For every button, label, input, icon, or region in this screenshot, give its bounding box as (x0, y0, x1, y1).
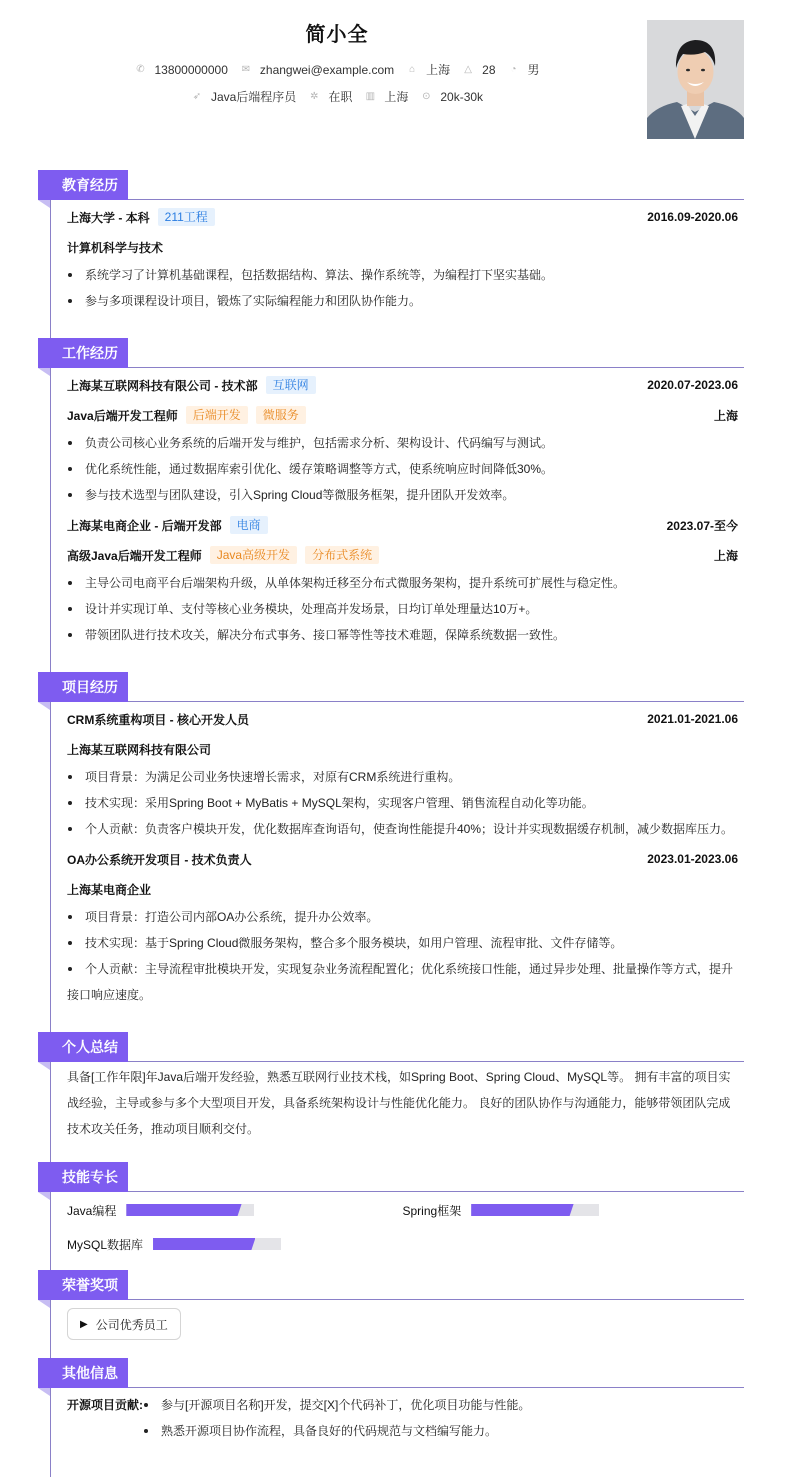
skill-tag: 分布式系统 (305, 546, 379, 564)
section-summary (38, 1032, 744, 1142)
skill-name: Spring框架 (402, 1203, 462, 1218)
section-other (38, 1358, 744, 1444)
award-item (67, 1308, 181, 1340)
section-header (38, 338, 744, 368)
project-entry-header (67, 704, 738, 734)
work-date: 2020.07-2023.06 (647, 378, 738, 392)
project-name: CRM系统重构项目 - 核心开发人员 (67, 712, 249, 727)
contact-email (240, 63, 394, 77)
work-location: 上海 (713, 548, 738, 563)
work-date: 2023.07-至今 (666, 518, 738, 533)
work-entry-header (67, 370, 738, 400)
job-city-value: 上海 (384, 90, 409, 104)
contact-row (0, 61, 674, 78)
list-item: 技术实现：基于Spring Cloud微服务架构，整合多个服务模块，如用户管理、流程审批、文件存储等。 (67, 930, 738, 956)
open-source-row (67, 1392, 738, 1444)
section-header (38, 170, 744, 200)
project-entry-header (67, 844, 738, 874)
portrait-illustration (647, 20, 744, 139)
education-bullets (67, 262, 738, 314)
skill-progress-fill (126, 1204, 241, 1216)
section-title: 教育经历 (38, 170, 128, 200)
section-projects (38, 672, 744, 1008)
job-salary (420, 90, 483, 104)
list-item: 参与技术选型与团队建设，引入Spring Cloud等微服务框架，提升团队开发效率。 (67, 482, 738, 508)
list-item: 带领团队进行技术攻关，解决分布式事务、接口幂等性等技术难题，保障系统数据一致性。 (67, 622, 738, 648)
list-item: 个人贡献：负责客户模块开发，优化数据库查询语句，使查询性能提升40%；设计并实现数据缓存机制，减少数据库压力。 (67, 816, 738, 842)
position-name: Java后端开发工程师 (67, 408, 178, 423)
section-header (38, 1358, 744, 1388)
section-body (38, 702, 744, 1008)
position-value: Java后端程序员 (210, 90, 297, 104)
major-name: 计算机科学与技术 (67, 240, 164, 255)
triangle-right-icon: ▶ (80, 1318, 88, 1330)
skill-progress-bar (153, 1238, 281, 1250)
list-item: 参与[开源项目名称]开发，提交[X]个代码补丁，优化项目功能与性能。 (143, 1392, 530, 1418)
work-entry-header (67, 510, 738, 540)
status-value: 在职 (328, 90, 353, 104)
contact-age (462, 63, 495, 77)
industry-tag: 电商 (230, 516, 268, 534)
section-education (38, 170, 744, 314)
contact-city (406, 61, 450, 78)
phone-icon: ✆ (136, 63, 145, 75)
skill-progress-bar (471, 1204, 599, 1216)
job-position (191, 88, 296, 105)
section-title: 个人总结 (38, 1032, 128, 1062)
project-date: 2023.01-2023.06 (647, 852, 738, 866)
skill-name: MySQL数据库 (67, 1237, 144, 1252)
section-header (38, 1032, 744, 1062)
section-body (38, 1062, 744, 1142)
project-company-row (67, 874, 738, 904)
skill-item (403, 1198, 739, 1222)
industry-tag: 互联网 (266, 376, 316, 394)
resume-header (0, 0, 794, 170)
section-body (38, 1300, 744, 1340)
section-title: 其他信息 (38, 1358, 128, 1388)
skill-item (67, 1232, 403, 1256)
section-title: 技能专长 (38, 1162, 128, 1192)
section-title: 工作经历 (38, 338, 128, 368)
list-item: 负责公司核心业务系统的后端开发与维护，包括需求分析、架构设计、代码编写与测试。 (67, 430, 738, 456)
skill-tag: Java高级开发 (210, 546, 297, 564)
gender-icon: ◔ (510, 63, 517, 75)
work-position-row (67, 400, 738, 430)
project-name: OA办公系统开发项目 - 技术负责人 (67, 852, 252, 867)
skill-item (67, 1198, 403, 1222)
section-body (38, 200, 744, 314)
summary-text: 具备[工作年限]年Java后端开发经验，熟悉互联网行业技术栈，如Spring Boot、Spring Cloud、MySQL等。 拥有丰富的项目实战经验，主导或参与多个大型项目开发，具备系统架构设计与性能优化能力。 良好的团队协作与沟通能力，能够带领团队完成技术攻关任务，推动项目顺利交付。 (67, 1070, 731, 1136)
position-name: 高级Java后端开发工程师 (67, 548, 202, 563)
status-icon: ✲ (310, 90, 319, 102)
job-intent-row (0, 88, 674, 105)
other-bullets (143, 1392, 530, 1444)
age-value: 28 (482, 62, 496, 77)
salary-value: 20k-30k (440, 89, 484, 104)
list-item: 参与多项课程设计项目，锻炼了实际编程能力和团队协作能力。 (67, 288, 738, 314)
job-city (364, 88, 408, 105)
work-location: 上海 (713, 408, 738, 423)
other-label: 开源项目贡献: (67, 1398, 143, 1412)
section-body (38, 368, 744, 648)
work-bullets (67, 430, 738, 508)
candidate-name: 简小全 (305, 24, 369, 46)
section-skills (38, 1162, 744, 1256)
home-icon: ⌂ (409, 63, 416, 75)
section-header (38, 672, 744, 702)
skill-tag: 微服务 (256, 406, 306, 424)
section-title: 项目经历 (38, 672, 128, 702)
contact-phone (134, 63, 227, 77)
salary-icon: ⊙ (422, 90, 431, 102)
skill-progress-bar (126, 1204, 254, 1216)
skill-name: Java编程 (67, 1203, 117, 1218)
project-bullets (67, 904, 738, 1008)
building-icon: ▥ (365, 90, 376, 102)
section-body (38, 1388, 744, 1444)
section-body (38, 1192, 744, 1256)
project-bullets (67, 764, 738, 842)
city-value: 上海 (426, 63, 451, 77)
section-work (38, 338, 744, 648)
skills-grid (67, 1198, 738, 1256)
age-icon: △ (464, 63, 472, 75)
project-company: 上海某互联网科技有限公司 (67, 742, 212, 757)
education-entry-header (67, 202, 738, 232)
avatar-photo (647, 20, 744, 139)
section-header (38, 1270, 744, 1300)
list-item: 个人贡献：主导流程审批模块开发，实现复杂业务流程配置化；优化系统接口性能，通过异步处理、批量操作等方式，提升接口响应速度。 (67, 956, 738, 1008)
list-item: 设计并实现订单、支付等核心业务模块，处理高并发场景，日均订单处理量达10万+。 (67, 596, 738, 622)
work-position-row (67, 540, 738, 570)
company-name: 上海某电商企业 - 后端开发部 (67, 518, 222, 533)
job-status (308, 88, 352, 105)
send-icon: ➶ (192, 90, 202, 102)
skill-progress-fill (153, 1238, 255, 1250)
education-date: 2016.09-2020.06 (647, 210, 738, 224)
section-title: 荣誉奖项 (38, 1270, 128, 1300)
list-item: 项目背景：为满足公司业务快速增长需求，对原有CRM系统进行重构。 (67, 764, 738, 790)
project-company-row (67, 734, 738, 764)
school-name: 上海大学 - 本科 (67, 210, 150, 225)
mail-icon: ✉ (241, 63, 251, 75)
award-label: 公司优秀员工 (95, 1317, 168, 1332)
phone-value: 13800000000 (154, 62, 228, 77)
work-bullets (67, 570, 738, 648)
list-item: 优化系统性能，通过数据库索引优化、缓存策略调整等方式，使系统响应时间降低30%。 (67, 456, 738, 482)
list-item: 技术实现：采用Spring Boot + MyBatis + MySQL架构，实现客户管理、销售流程自动化等功能。 (67, 790, 738, 816)
list-item: 系统学习了计算机基础课程，包括数据结构、算法、操作系统等，为编程打下坚实基础。 (67, 262, 738, 288)
section-header (38, 1162, 744, 1192)
list-item: 主导公司电商平台后端架构升级，从单体架构迁移至分布式微服务架构，提升系统可扩展性与稳定性。 (67, 570, 738, 596)
school-tag: 211工程 (158, 208, 215, 226)
email-value: zhangwei@example.com (259, 62, 395, 77)
skill-progress-fill (471, 1204, 573, 1216)
project-date: 2021.01-2021.06 (647, 712, 738, 726)
project-company: 上海某电商企业 (67, 882, 152, 897)
section-awards (38, 1270, 744, 1340)
education-major-row (67, 232, 738, 262)
list-item: 项目背景：打造公司内部OA办公系统，提升办公效率。 (67, 904, 738, 930)
list-item: 熟悉开源项目协作流程，具备良好的代码规范与文档编写能力。 (143, 1418, 530, 1444)
contact-gender (508, 61, 540, 78)
skill-tag: 后端开发 (186, 406, 248, 424)
company-name: 上海某互联网科技有限公司 - 技术部 (67, 378, 258, 393)
gender-value: 男 (527, 63, 540, 77)
